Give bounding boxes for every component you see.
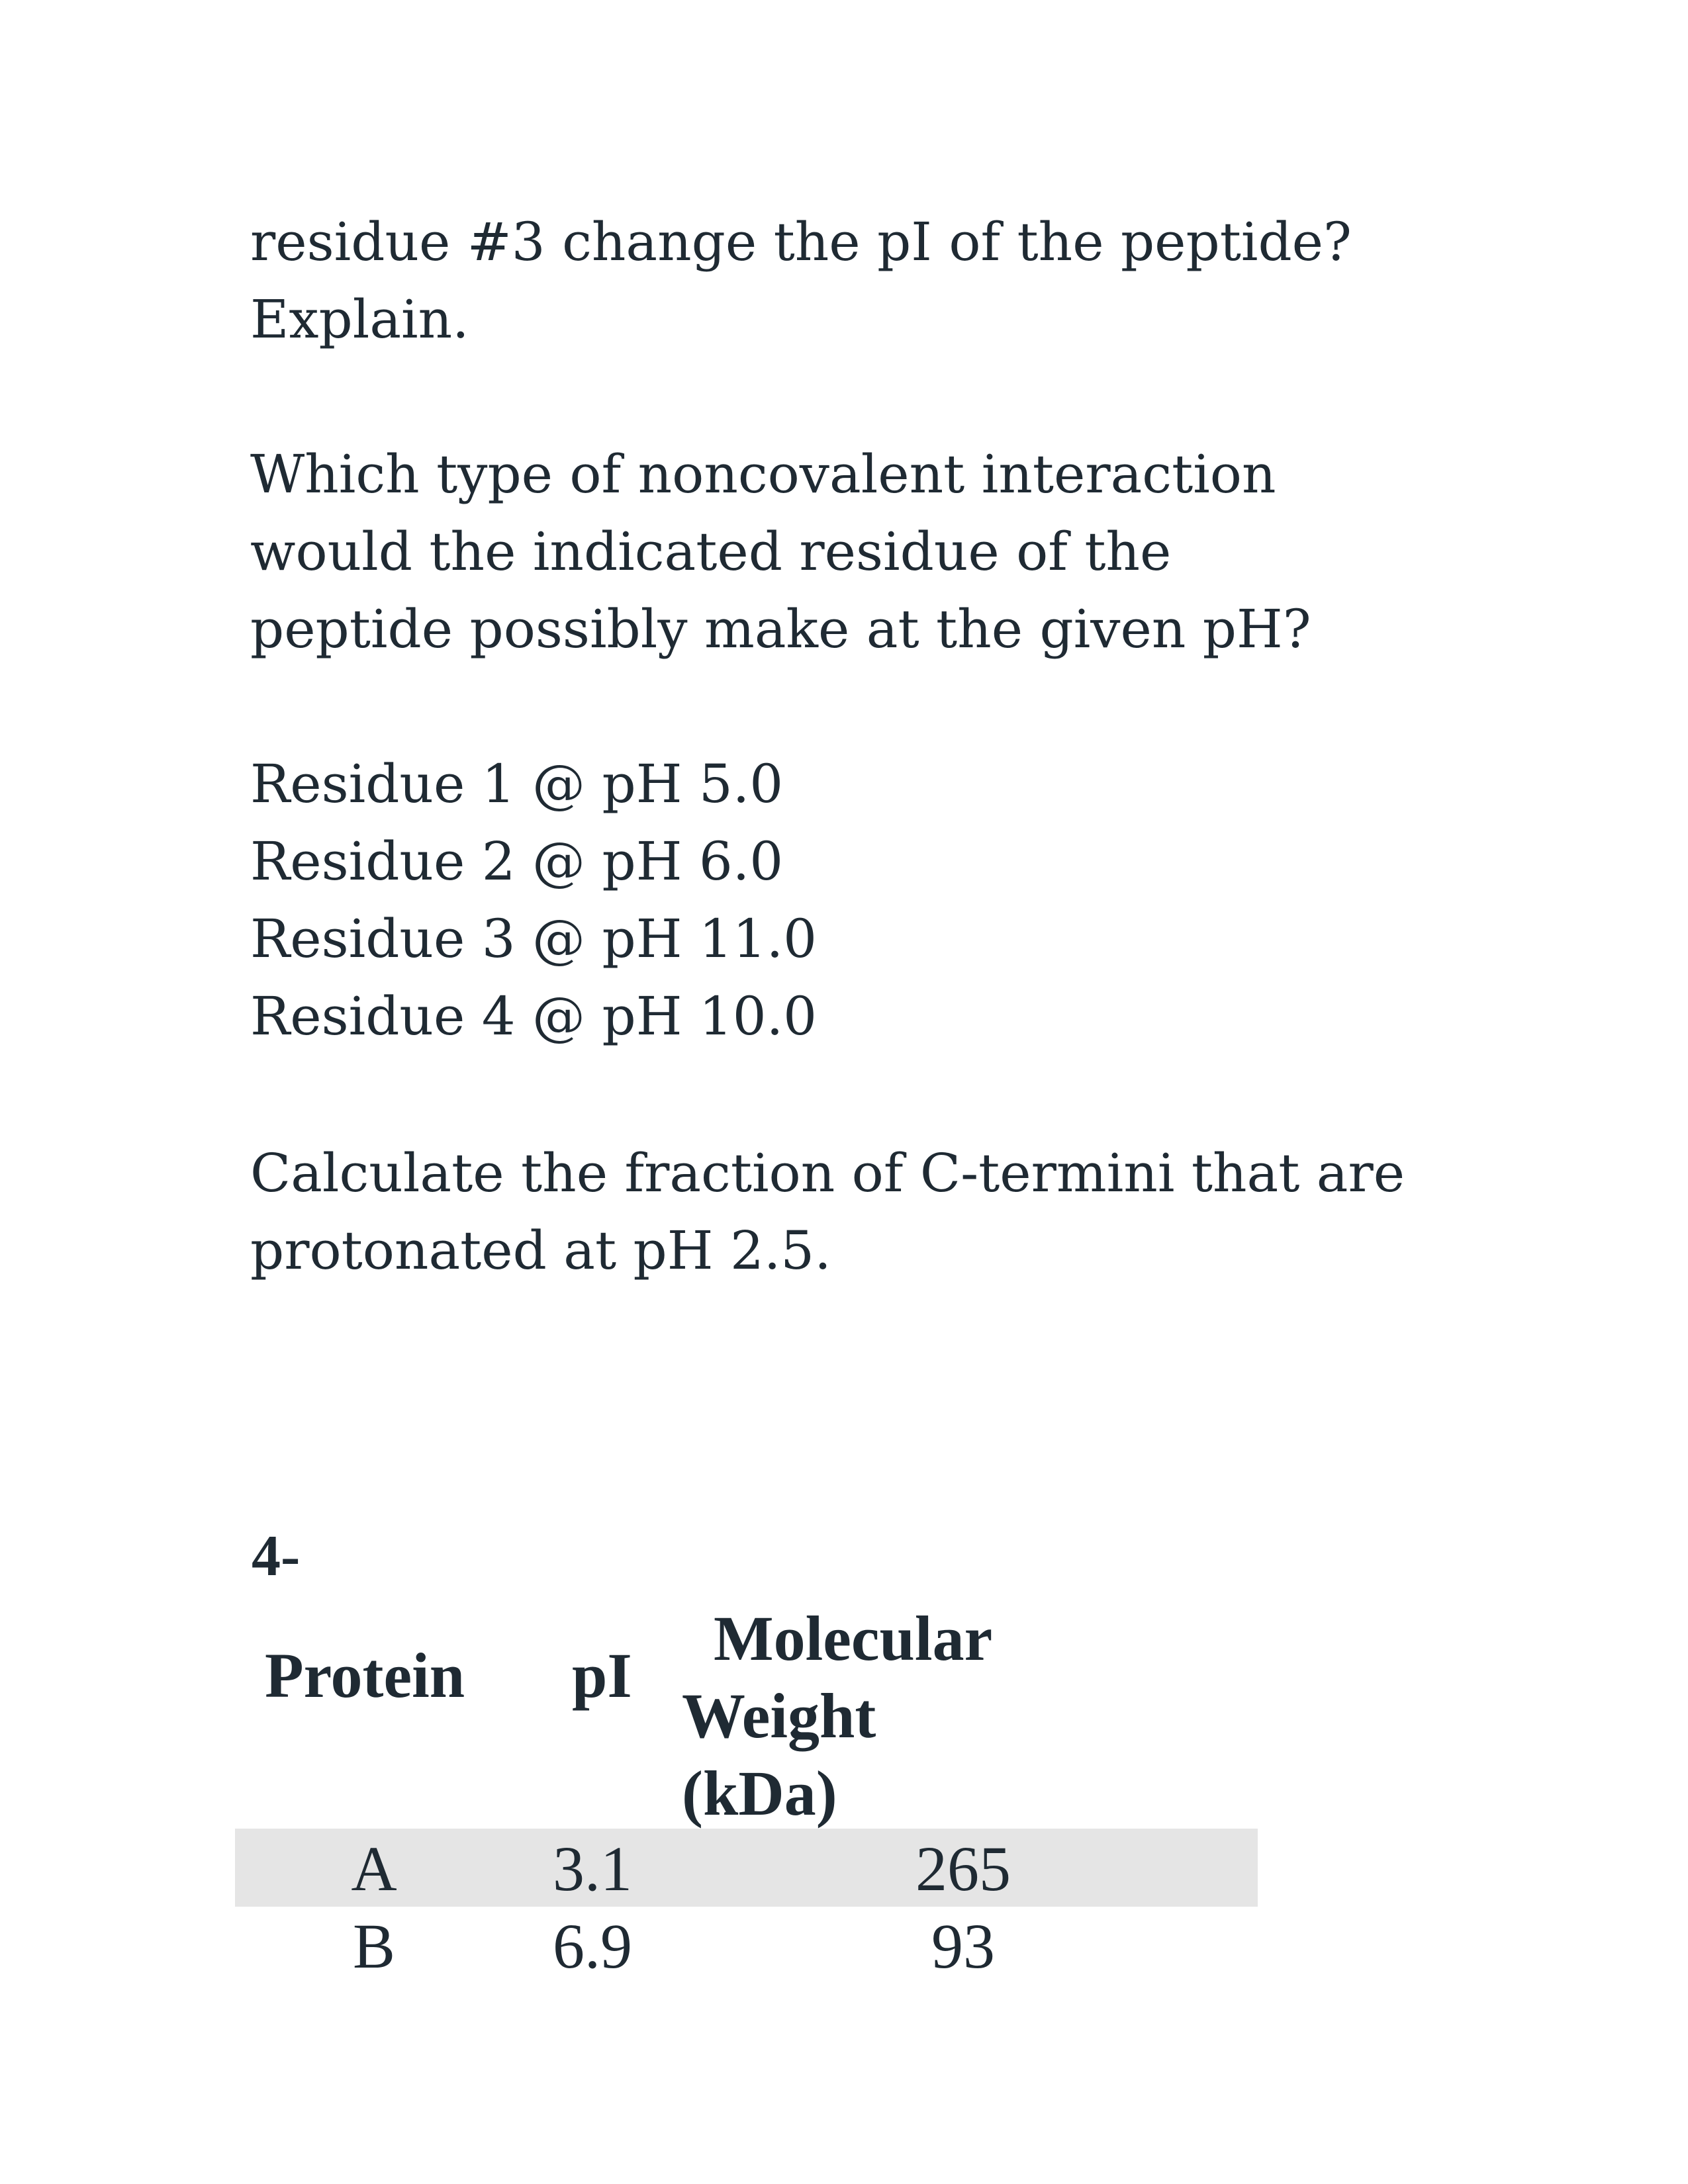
noncovalent-line-2: would the indicated residue of the	[250, 521, 1172, 582]
intro-line-1: residue #3 change the pI of the peptide?	[250, 211, 1352, 273]
fraction-question	[250, 1134, 1405, 1289]
residue-item-4: Residue 4 @ pH 10.0	[250, 985, 818, 1047]
residue-list	[250, 745, 817, 1055]
header-mw-line-2: Weight	[682, 1680, 876, 1751]
section-number: 4-	[252, 1524, 301, 1588]
table-row-b-pi: 6.9	[553, 1911, 632, 1981]
header-molecular-weight	[682, 1600, 1079, 1832]
intro-paragraph	[250, 203, 1352, 358]
noncovalent-question	[250, 435, 1311, 668]
table-row-b-protein: B	[352, 1911, 396, 1981]
residue-item-3: Residue 3 @ pH 11.0	[250, 908, 818, 970]
residue-item-1: Residue 1 @ pH 5.0	[250, 753, 784, 815]
header-protein: Protein	[265, 1640, 465, 1711]
table-row-b-mw: 93	[931, 1911, 995, 1981]
fraction-line-2: protonated at pH 2.5.	[250, 1220, 831, 1281]
header-mw-line-3: (kDa)	[682, 1758, 837, 1829]
table-row-a-mw: 265	[915, 1833, 1011, 1904]
noncovalent-line-3: peptide possibly make at the given pH?	[250, 598, 1311, 660]
header-mw-line-1: Molecular	[714, 1603, 993, 1674]
fraction-line-1: Calculate the fraction of C-termini that are	[250, 1142, 1405, 1204]
table-row-a-pi: 3.1	[553, 1833, 632, 1904]
intro-line-2: Explain.	[250, 289, 469, 350]
header-pi: pI	[572, 1640, 632, 1711]
noncovalent-line-1: Which type of noncovalent interaction	[250, 443, 1276, 505]
table-row-a-protein: A	[351, 1833, 397, 1904]
residue-item-2: Residue 2 @ pH 6.0	[250, 831, 784, 892]
